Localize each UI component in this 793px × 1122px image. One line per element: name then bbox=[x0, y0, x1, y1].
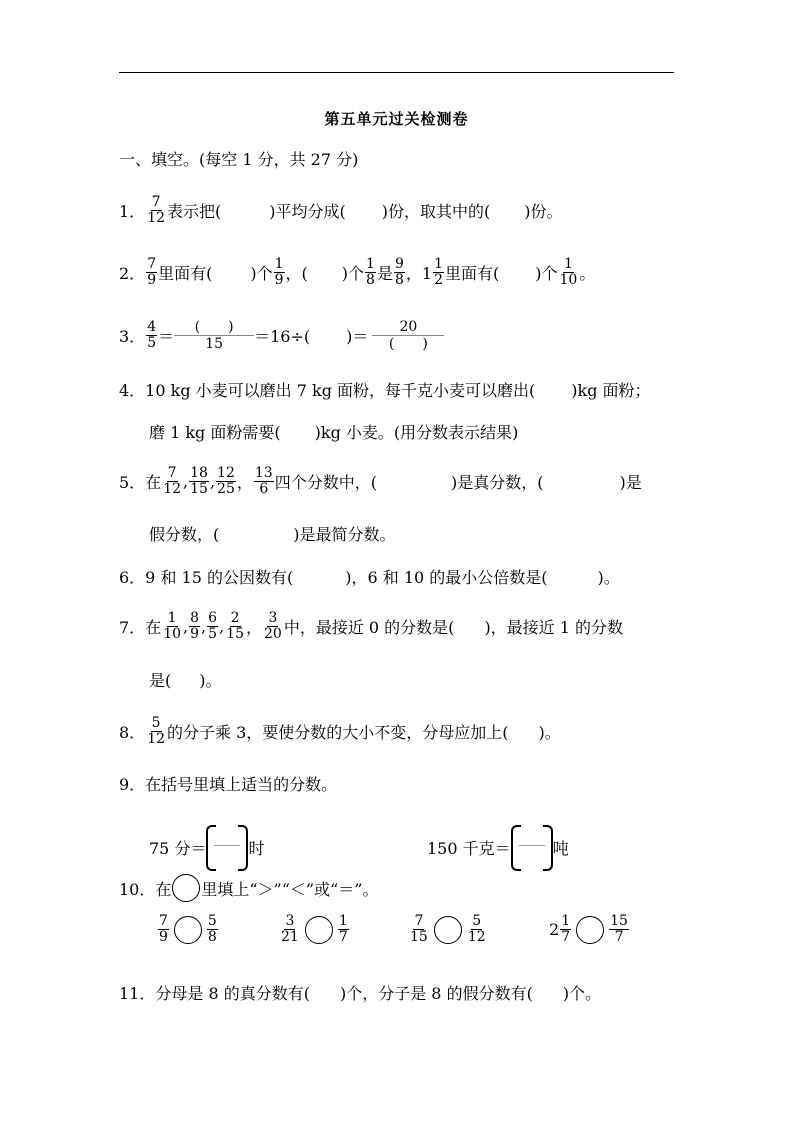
question-3: 3． $\frac{4}{5}$ ＝ $\frac{( )}{15}$ ＝16÷( )＝ $\frac{20}{( )}$ bbox=[119, 320, 448, 350]
question-9-part-b: 150 千克＝ 吨 bbox=[427, 822, 569, 872]
compare-item-3: $\frac{7}{15}$ $\frac{5}{12}$ bbox=[410, 913, 486, 945]
compare-circle[interactable] bbox=[305, 916, 333, 944]
fraction-answer-box[interactable] bbox=[206, 825, 248, 869]
fraction-answer-box[interactable] bbox=[511, 825, 553, 869]
question-7-line-2: 是( )。 bbox=[149, 670, 222, 690]
header-rule bbox=[119, 72, 674, 73]
compare-item-2: $\frac{3}{21}$ $\frac{1}{7}$ bbox=[281, 913, 348, 945]
circle-icon bbox=[172, 874, 200, 902]
compare-circle[interactable] bbox=[174, 916, 202, 944]
question-9: 9．在括号里填上适当的分数。 bbox=[119, 774, 338, 794]
question-7-line-1: 7． 在 $\frac{1}{10}$ , $\frac{8}{9}$ , $\frac{6}{5}$ , $\frac{2}{15}$ ， $\frac{3}{20}$ 中，最接近 0 的分数是( )，最接近 1 的分数 bbox=[119, 609, 624, 642]
compare-circle[interactable] bbox=[576, 916, 604, 944]
question-10: 10．在 里填上“＞”“＜”或“＝”。 bbox=[119, 873, 378, 903]
question-1: 1． $\frac{7}{12}$ 表示把( )平均分成( )份，取其中的( )份。 bbox=[119, 193, 563, 226]
question-5-line-2: 假分数，( )是最简分数。 bbox=[149, 524, 396, 544]
question-2: 2． $\frac{7}{9}$ 里面有( )个 $\frac{1}{9}$ ，( )个 $\frac{1}{8}$ 是 $\frac{9}{8}$ ，1 $\frac{1}{2}$ 里面有( )个 $\frac{1}{10}$ 。 bbox=[119, 255, 596, 288]
page-title: 第五单元过关检测卷 bbox=[324, 110, 469, 128]
question-9-part-a: 75 分＝ 时 bbox=[149, 822, 264, 872]
question-8: 8． $\frac{5}{12}$ 的分子乘 3，要使分数的大小不变，分母应加上( )。 bbox=[119, 714, 561, 747]
question-5-line-1: 5． 在 $\frac{7}{12}$ , $\frac{18}{15}$ , $\frac{12}{25}$ ， $\frac{13}{6}$ 四个分数中，( )是真分数，( )是 bbox=[119, 464, 642, 497]
compare-item-4: 2 $\frac{1}{7}$ $\frac{15}{7}$ bbox=[549, 913, 628, 945]
question-4-line-1: 4．10 kg 小麦可以磨出 7 kg 面粉，每千克小麦可以磨出( )kg 面粉； bbox=[119, 380, 651, 400]
question-6: 6．9 和 15 的公因数有( )，6 和 10 的最小公倍数是( )。 bbox=[119, 567, 620, 587]
section-heading: 一、填空。(每空 1 分，共 27 分) bbox=[119, 149, 359, 169]
question-4-line-2: 磨 1 kg 面粉需要( )kg 小麦。(用分数表示结果) bbox=[149, 422, 519, 442]
fraction: $\frac{7}{12}$ bbox=[147, 193, 166, 226]
question-11: 11．分母是 8 的真分数有( )个，分子是 8 的假分数有( )个。 bbox=[119, 983, 602, 1003]
compare-circle[interactable] bbox=[434, 916, 462, 944]
compare-item-1: $\frac{7}{9}$ $\frac{5}{8}$ bbox=[159, 913, 217, 945]
